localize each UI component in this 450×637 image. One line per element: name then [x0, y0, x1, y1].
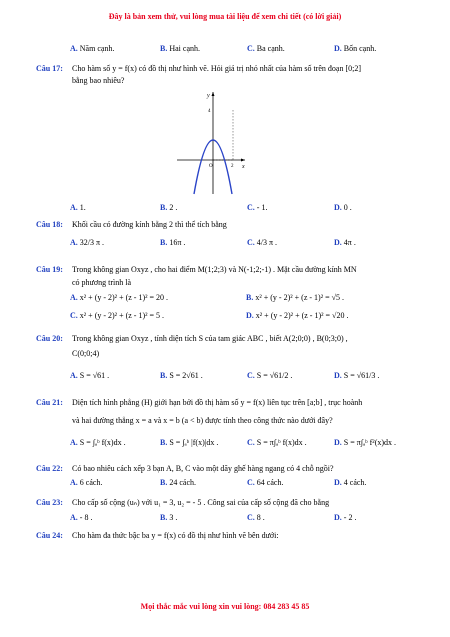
q16-option-c[interactable]: C. Ba cạnh.	[247, 44, 285, 53]
q17-text-line1: Cho hàm số y = f(x) có đồ thị như hình vẽ. Hỏi giá trị nhỏ nhất của hàm số trên đoạn [0;2]	[72, 64, 362, 73]
q21-option-b[interactable]: B. S = ∫ₐᵇ |f(x)|dx .	[160, 438, 219, 447]
q21-option-a[interactable]: A. S = ∫ₐᵇ f(x)dx .	[70, 438, 126, 447]
q18-option-d[interactable]: D. 4π .	[334, 238, 356, 247]
q19-option-b[interactable]: B. x² + (y - 2)² + (z - 1)² = √5 .	[246, 293, 344, 302]
q22-label: Câu 22:	[36, 464, 63, 473]
q16-option-d[interactable]: D. Bốn cạnh.	[334, 44, 377, 53]
q17-text-line2: bằng bao nhiêu?	[72, 76, 125, 85]
q19-option-d[interactable]: D. x² + (y - 2)² + (z - 1)² = √20 .	[246, 311, 349, 320]
graph-x-label: x	[242, 164, 245, 170]
q18-text: Khối cầu có đường kính bằng 2 thì thể tích bằng	[72, 220, 227, 229]
q22-option-c[interactable]: C. 64 cách.	[247, 478, 284, 487]
page-footer: Mọi thắc mắc vui lòng xin vui lòng: 084 283 45 85	[140, 602, 310, 611]
graph-origin-label: O	[209, 164, 213, 169]
q17-graph	[175, 88, 247, 196]
graph-tick-x: 2	[231, 164, 234, 169]
q18-option-a[interactable]: A. 32/3 π .	[70, 238, 105, 247]
q19-text-line1: Trong không gian Oxyz , cho hai điểm M(1;2;3) và N(-1;2;-1) . Mặt cầu đường kính MN	[72, 265, 357, 274]
q20-text-line1: Trong không gian Oxyz , tính diện tích S của tam giác ABC , biết A(2;0;0) , B(0;3;0) ,	[72, 334, 348, 343]
q18-label: Câu 18:	[36, 220, 63, 229]
graph-y-arrow	[212, 92, 215, 96]
q22-text: Có bao nhiêu cách xếp 3 bạn A, B, C vào một dãy ghế hàng ngang có 4 chỗ ngồi?	[72, 464, 334, 473]
graph-y-label: y	[207, 93, 210, 99]
q20-option-c[interactable]: C. S = √61/2 .	[247, 371, 293, 380]
q23-option-d[interactable]: D. - 2 .	[334, 513, 357, 522]
q23-option-a[interactable]: A. - 8 .	[70, 513, 93, 522]
q24-text: Cho hàm đa thức bậc ba y = f(x) có đồ thị như hình vẽ bên dưới:	[72, 531, 279, 540]
q19-option-c[interactable]: C. x² + (y - 2)² + (z - 1)² = 5 .	[70, 311, 165, 320]
q19-option-a[interactable]: A. x² + (y - 2)² + (z - 1)² = 20 .	[70, 293, 169, 302]
q21-text-line2: và hai đường thẳng x = a và x = b (a < b) được tính theo công thức nào dưới đây?	[72, 416, 333, 425]
q21-option-c[interactable]: C. S = π∫ₐᵇ f(x)dx .	[247, 438, 307, 447]
graph-tick-y: 4	[208, 109, 211, 114]
q22-option-a[interactable]: A. 6 cách.	[70, 478, 103, 487]
q21-option-d[interactable]: D. S = π∫ₐᵇ f²(x)dx .	[334, 438, 397, 447]
q23-label: Câu 23:	[36, 498, 63, 507]
q18-option-b[interactable]: B. 16π .	[160, 238, 186, 247]
q20-text-line2: C(0;0;4)	[72, 349, 100, 358]
q20-option-b[interactable]: B. S = 2√61 .	[160, 371, 203, 380]
q16-option-b[interactable]: B. Hai cạnh.	[160, 44, 200, 53]
q17-label: Câu 17:	[36, 64, 63, 73]
q22-option-d[interactable]: D. 4 cách.	[334, 478, 367, 487]
q17-option-a[interactable]: A. 1.	[70, 203, 86, 212]
q16-option-a[interactable]: A. Năm cạnh.	[70, 44, 115, 53]
q23-option-b[interactable]: B. 3 .	[160, 513, 178, 522]
q19-text-line2: có phương trình là	[72, 278, 131, 287]
q23-option-c[interactable]: C. 8 .	[247, 513, 265, 522]
q21-text-line1: Diện tích hình phẳng (H) giới hạn bởi đồ thị hàm số y = f(x) liên tục trên [a;b] , trục hoành	[72, 398, 363, 407]
graph-x-arrow	[241, 159, 245, 162]
q20-label: Câu 20:	[36, 334, 63, 343]
q17-option-b[interactable]: B. 2 .	[160, 203, 178, 212]
q18-option-c[interactable]: C. 4/3 π .	[247, 238, 278, 247]
q21-label: Câu 21:	[36, 398, 63, 407]
q17-option-c[interactable]: C. - 1.	[247, 203, 268, 212]
q22-option-b[interactable]: B. 24 cách.	[160, 478, 196, 487]
q17-option-d[interactable]: D. 0 .	[334, 203, 352, 212]
q19-label: Câu 19:	[36, 265, 63, 274]
page-header: Đây là bản xem thử, vui lòng mua tài liệu để xem chi tiết (có lời giải)	[108, 12, 342, 21]
q20-option-d[interactable]: D. S = √61/3 .	[334, 371, 380, 380]
q23-text: Cho cấp số cộng (uₙ) với u₁ = 3, u₂ = - 5 . Công sai của cấp số cộng đã cho bằng	[72, 498, 330, 507]
q20-option-a[interactable]: A. S = √61 .	[70, 371, 110, 380]
q24-label: Câu 24:	[36, 531, 63, 540]
